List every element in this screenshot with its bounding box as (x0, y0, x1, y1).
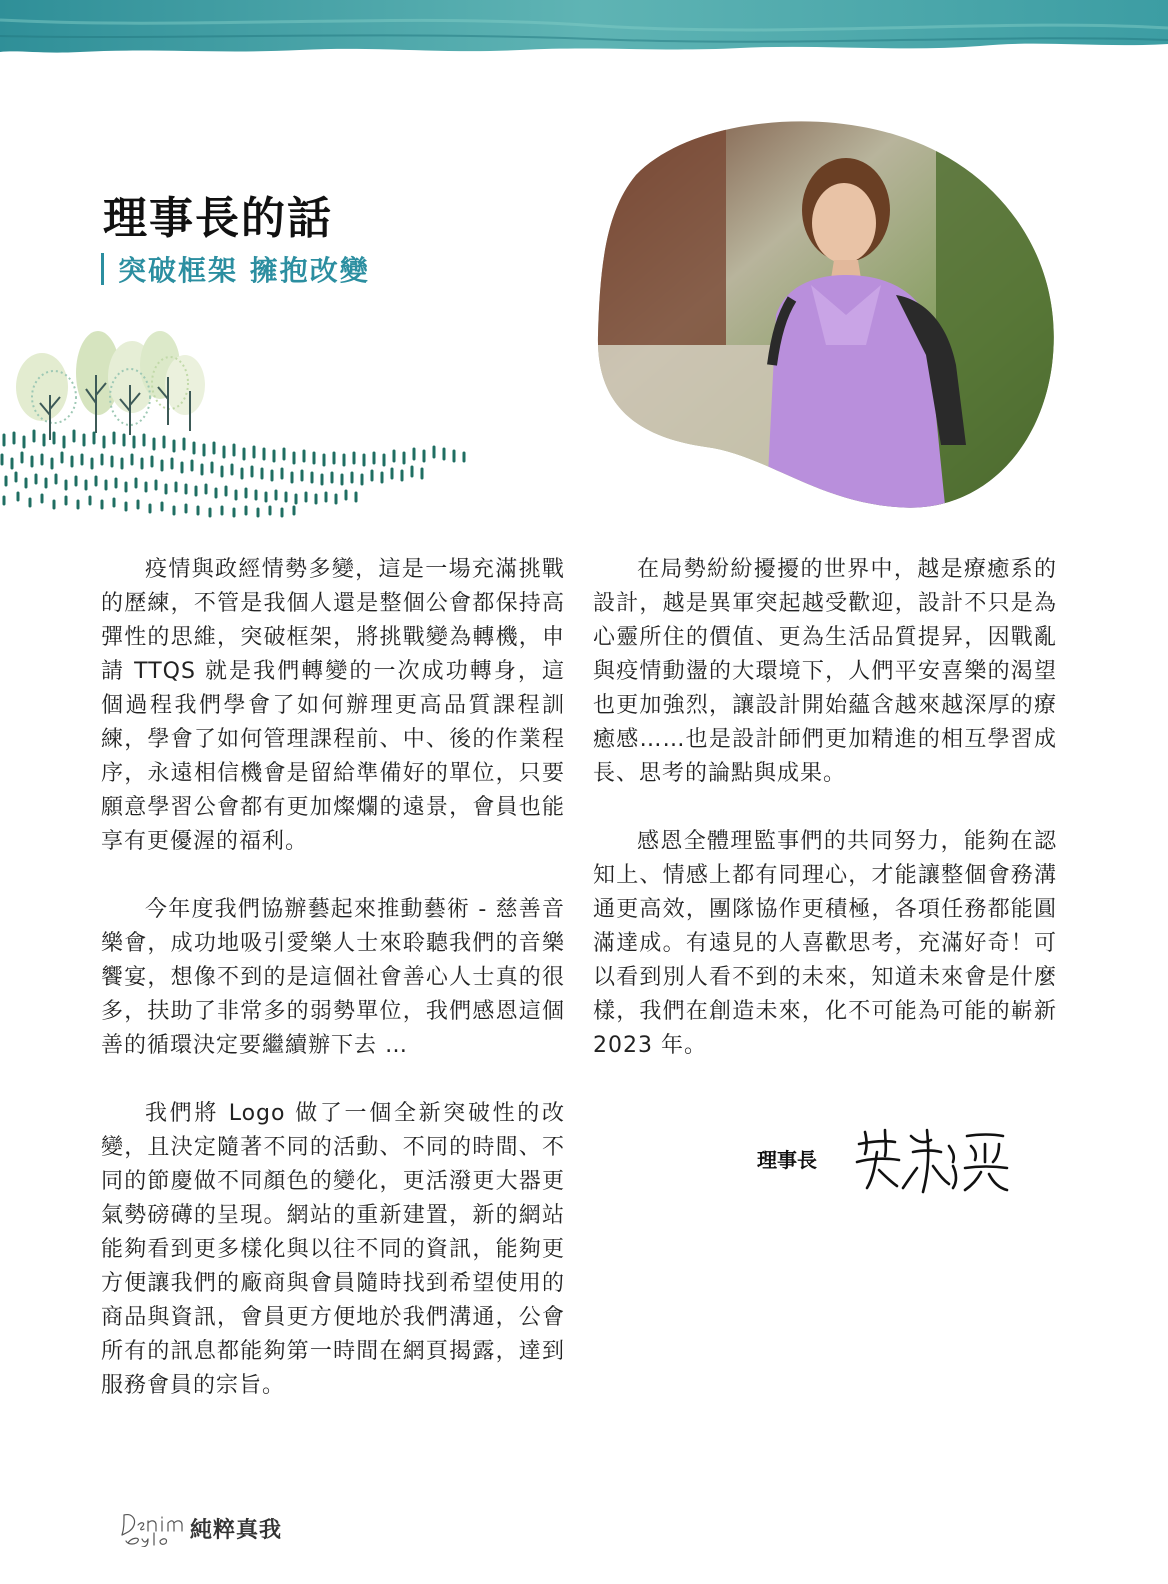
footer-logo (118, 1505, 298, 1551)
page-title: 理事長的話 (103, 193, 333, 244)
subtitle-block (101, 250, 370, 288)
paragraph: 今年度我們協辦藝起來推動藝術 - 慈善音樂會，成功地吸引愛樂人士來聆聽我們的音樂饗宴，想像不到的是這個社會善心人士真的很多，扶助了非常多的弱勢單位，我們感恩這個善的循環決定要繼續辦下去 … (101, 897, 565, 1058)
logo-script-mark (118, 1507, 188, 1547)
paragraph: 感恩全體理監事們的共同努力，能夠在認知上、情感上都有同理心，才能讓整個會務溝通更高效，團隊協作更積極，各項任務都能圓滿達成。有遠見的人喜歡思考，充滿好奇！可以看到別人看不到的未來，知道未來會是什麼樣，我們在創造未來，化不可能為可能的嶄新 2023 年。 (593, 829, 1057, 1058)
tree-cluster (16, 331, 205, 425)
handwritten-signature (853, 1122, 1013, 1198)
paragraph: 我們將 Logo 做了一個全新突破性的改變，且決定隨著不同的活動、不同的時間、不同的節慶做不同顏色的變化，更活潑更大器更氣勢磅礡的呈現。網站的重新建置，新的網站能夠看到更多樣化與以往不同的資訊，能夠更方便讓我們的廠商與會員隨時找到希望使用的商品與資訊，會員更方便地於我們溝通，公會所有的訊息都能夠第一時間在網頁揭露，達到服務會員的宗旨。 (101, 1101, 565, 1398)
logo-text: 純粹真我 (190, 1517, 283, 1543)
subtitle-accent-bar (101, 253, 104, 285)
right-text-column (593, 553, 1057, 1097)
page-subtitle: 突破框架 擁抱改變 (118, 254, 370, 287)
signature-label: 理事長 (757, 1148, 817, 1172)
trees-illustration (0, 325, 475, 520)
left-text-column (101, 553, 565, 1437)
paragraph: 在局勢紛紛擾擾的世界中，越是療癒系的設計，越是異軍突起越受歡迎，設計不只是為心靈所住的價值、更為生活品質提昇，因戰亂與疫情動盪的大環境下，人們平安喜樂的渴望也更加強烈，讓設計開始蘊含越來越深厚的療癒感……也是設計師們更加精進的相互學習成長、思考的論點與成果。 (593, 557, 1057, 786)
paragraph: 疫情與政經情勢多變，這是一場充滿挑戰的歷練，不管是我個人還是整個公會都保持高彈性的思維，突破框架，將挑戰變為轉機，申請 TTQS 就是我們轉變的一次成功轉身，這個過程我們學會了如何辦理更高品質課程訓練，學會了如何管理課程前、中、後的作業程序，永遠相信機會是留給準備好的單位，只要願意學習公會都有更加燦爛的遠景，會員也能享有更優渥的福利。 (101, 557, 565, 854)
top-teal-band (0, 0, 1168, 62)
signature-block (757, 1122, 1017, 1202)
chairperson-photo (596, 115, 1061, 515)
